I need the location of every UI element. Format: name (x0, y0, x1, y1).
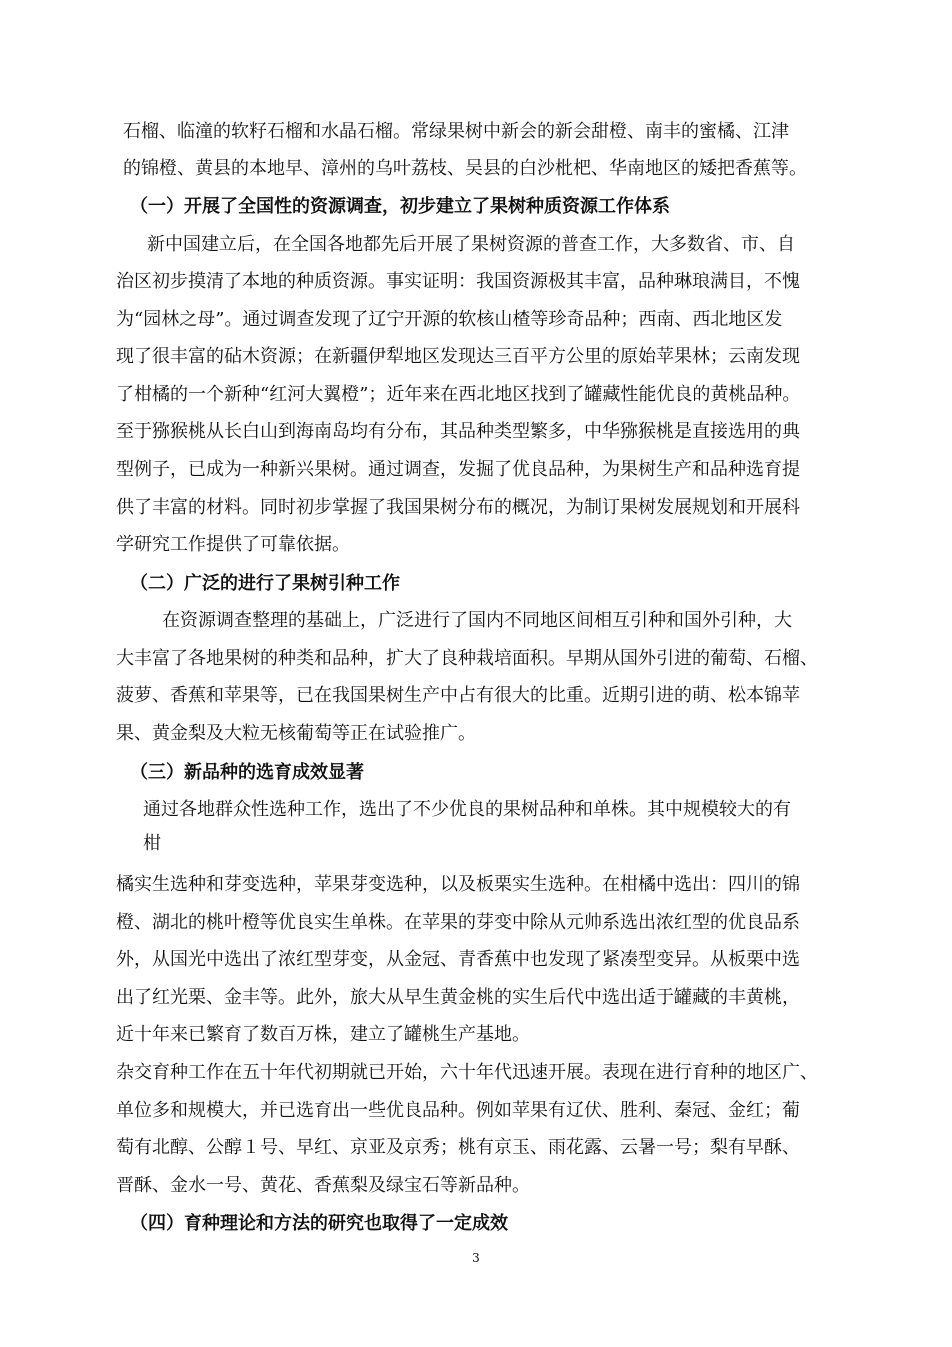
body-text-line: 供了丰富的材料。同时初步掌握了我国果树分布的概况，为制订果树发展规划和开展科 (116, 497, 800, 518)
body-text-line: 晋酥、金水一号、黄花、香蕉梨及绿宝石等新品种。 (116, 1175, 530, 1196)
body-text-line: 大丰富了各地果树的种类和品种，扩大了良种栽培面积。早期从国外引进的葡萄、石榴、 (116, 648, 818, 669)
paragraph-first-line: 通过各地群众性选种工作，选出了不少优良的果树品种和单株。其中规模较大的有 (143, 799, 791, 820)
body-text-line: 了柑橘的一个新种“红河大翼橙”；近年来在西北地区找到了罐藏性能优良的黄桃品种。 (116, 384, 801, 405)
paragraph-first-line: 新中国建立后，在全国各地都先后开展了果树资源的普查工作，大多数省、市、自 (147, 234, 795, 255)
paragraph-first-line: 在资源调查整理的基础上，广泛进行了国内不同地区间相互引种和国外引种，大 (162, 610, 792, 631)
body-text-line: 萄有北醇、公醇１号、早红、京亚及京秀；桃有京玉、雨花露、云暑一号；梨有早酥、 (116, 1137, 800, 1158)
body-text-line: 学研究工作提供了可靠依据。 (116, 534, 350, 555)
body-text-line: 至于猕猴桃从长白山到海南岛均有分布，其品种类型繁多，中华猕猴桃是直接选用的典 (116, 421, 800, 442)
body-text-line: 为“园林之母”。通过调查发现了辽宁开源的软核山楂等珍奇品种；西南、西北地区发 (116, 309, 783, 330)
section-heading: （一）开展了全国性的资源调查，初步建立了果树种质资源工作体系 (130, 196, 670, 217)
body-text-line: 菠萝、香蕉和苹果等，已在我国果树生产中占有很大的比重。近期引进的萌、松本锦苹 (116, 685, 800, 706)
body-text-line: 柑 (143, 833, 161, 854)
body-text-line: 橙、湖北的桃叶橙等优良实生单株。在苹果的芽变中除从元帅系选出浓红型的优良品系 (116, 912, 800, 933)
body-text-line: 橘实生选种和芽变选种，苹果芽变选种，以及板栗实生选种。在柑橘中选出：四川的锦 (116, 874, 800, 895)
body-text-line: 出了红光栗、金丰等。此外，旅大从早生黄金桃的实生后代中选出适于罐藏的丰黄桃， (116, 987, 800, 1008)
body-text-line: 近十年来已繁育了数百万株，建立了罐桃生产基地。 (116, 1024, 530, 1045)
body-text-line: 治区初步摸清了本地的种质资源。事实证明：我国资源极其丰富，品种琳琅满目，不愧 (116, 271, 800, 292)
page-number: 3 (472, 1251, 480, 1265)
paragraph-first-line: 杂交育种工作在五十年代初期就已开始，六十年代迅速开展。表现在进行育种的地区广、 (116, 1062, 818, 1083)
body-text-line: 现了很丰富的砧木资源；在新疆伊犁地区发现达三百平方公里的原始苹果林；云南发现 (116, 346, 800, 367)
body-text-line: 型例子，已成为一种新兴果树。通过调查，发掘了优良品种，为果树生产和品种选育提 (116, 459, 800, 480)
section-heading: （三）新品种的选育成效显著 (130, 762, 364, 783)
body-text-line: 果、黄金梨及大粒无核葡萄等正在试验推广。 (116, 723, 476, 744)
section-heading: （二）广泛的进行了果树引种工作 (130, 573, 400, 594)
body-text-line: 外，从国光中选出了浓红型芽变，从金冠、青香蕉中也发现了紧凑型变异。从板栗中选 (116, 949, 800, 970)
body-text-line: 单位多和规模大，并已选育出一些优良品种。例如苹果有辽伏、胜利、秦冠、金红；葡 (116, 1100, 800, 1121)
body-text-line: 的锦橙、黄县的本地早、漳州的乌叶荔枝、吴县的白沙枇杷、华南地区的矮把香蕉等。 (123, 158, 807, 179)
body-text-line: 石榴、临潼的软籽石榴和水晶石榴。常绿果树中新会的新会甜橙、南丰的蜜橘、江津 (123, 121, 789, 142)
section-heading: （四）育种理论和方法的研究也取得了一定成效 (130, 1213, 508, 1234)
